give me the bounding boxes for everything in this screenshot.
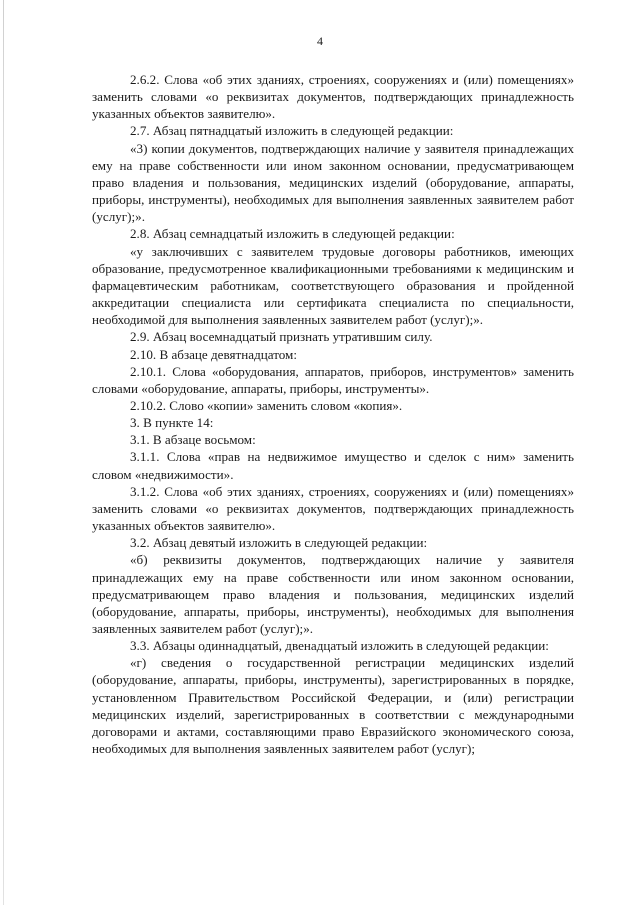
paragraph-2-8: 2.8. Абзац семнадцатый изложить в следующей редакции:	[130, 226, 455, 242]
paragraph-2-7: 2.7. Абзац пятнадцатый изложить в следующей редакции:	[130, 123, 454, 139]
page-number: 4	[317, 34, 323, 48]
paragraph-3-2: 3.2. Абзац девятый изложить в следующей редакции:	[130, 535, 428, 551]
paragraph-3-3: 3.3. Абзацы одиннадцатый, двенадцатый изложить в следующей редакции:	[130, 638, 549, 654]
document-body	[92, 71, 574, 757]
paragraph-2-9: 2.9. Абзац восемнадцатый признать утратившим силу.	[130, 329, 433, 345]
paragraph-3-2-text: «б) реквизиты документов, подтверждающих наличие у заявителя принадлежащих ему на праве собственности или ином законном основании, предусматривающем право владения и пользования, медицинских изделий (оборудование, аппараты, приборы, инструменты), необходимых для выполнения заявленных заявителем работ (услуг);».	[92, 552, 574, 636]
paragraph-2-7-text: «3) копии документов, подтверждающих наличие у заявителя принадлежащих ему на праве собственности или ином законном основании, предусматривающем право владения и пользования, медицинских изделий (оборудование, аппараты, приборы, инструменты), необходимых для выполнения заявленных заявителем работ (услуг);».	[92, 140, 574, 225]
paragraph-2-10-2: 2.10.2. Слово «копии» заменить словом «копия».	[130, 397, 403, 413]
paragraph-3-1: 3.1. В абзаце восьмом:	[130, 432, 256, 448]
paragraph-3-1-1: 3.1.1. Слова «прав на недвижимое имущество и сделок с ним» заменить словом «недвижимости».	[92, 449, 574, 482]
paragraph-2-10-1: 2.10.1. Слова «оборудования, аппаратов, приборов, инструментов» заменить словами «оборудование, аппараты, приборы, инструменты».	[92, 363, 574, 396]
paragraph-2-8-text: «у заключивших с заявителем трудовые договоры работников, имеющих образование, предусмотренное квалификационными требованиями к медицинским и фармацевтическим работникам, соответствующего образования и пройденной аккредитации специалиста или сертификата специалиста по специальности, необходимой для выполнения заявленных заявителем работ (услуг);».	[92, 243, 574, 328]
paragraph-3-3-text: «г) сведения о государственной регистрации медицинских изделий (оборудование, аппараты, приборы, инструменты), зарегистрированных в порядке, установленном Правительством Российской Федерации, и (или) регистрации медицинских изделий, зарегистрированных в соответствии с международными договорами и актами, составляющими право Евразийского экономического союза, необходимых для выполнения заявленных заявителем работ (услуг);	[92, 655, 574, 757]
paragraph-3-1-2: 3.1.2. Слова «об этих зданиях, строениях, сооружениях и (или) помещениях» заменить словами «о реквизитах документов, подтверждающих принадлежность указанных объектов заявителю».	[92, 483, 574, 534]
scan-edge-line	[3, 0, 4, 905]
paragraph-2-6-2: 2.6.2. Слова «об этих зданиях, строениях, сооружениях и (или) помещениях» заменить словами «о реквизитах документов, подтверждающих принадлежность указанных объектов заявителю».	[92, 72, 574, 122]
paragraph-2-10: 2.10. В абзаце девятнадцатом:	[130, 346, 297, 362]
paragraph-3: 3. В пункте 14:	[130, 415, 214, 431]
